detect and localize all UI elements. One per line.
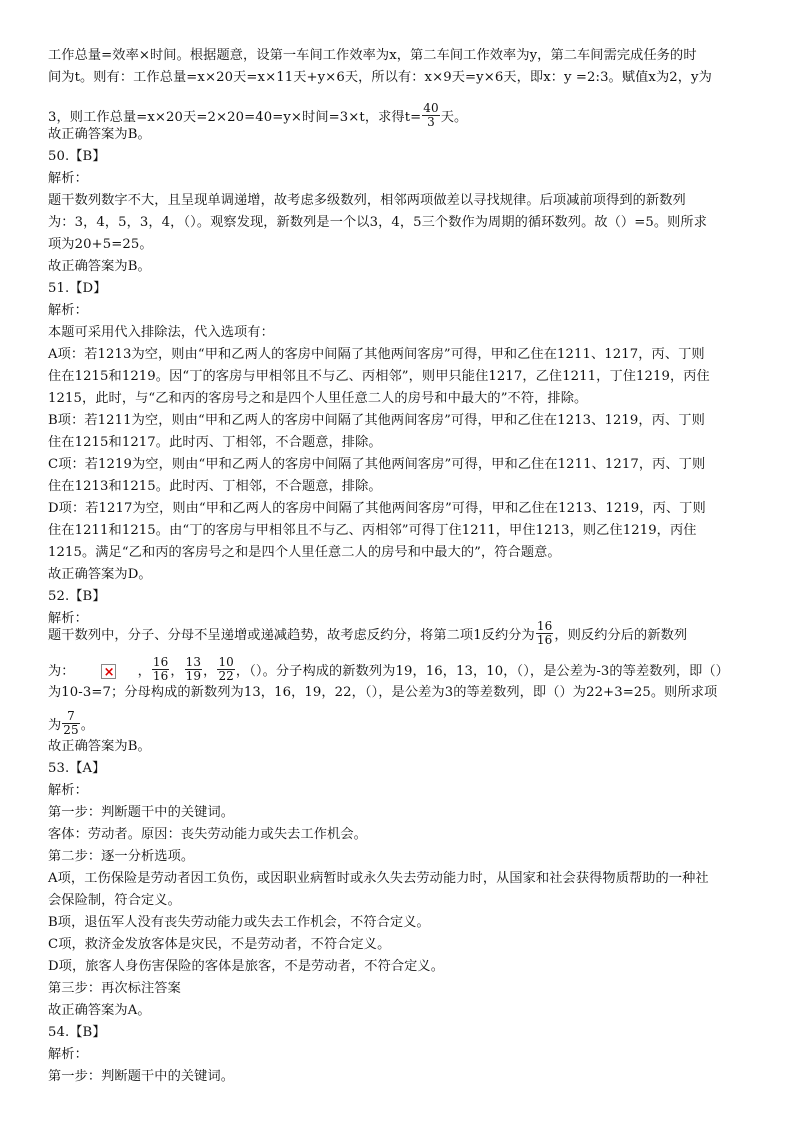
text-line: A项：若1213为空，则由“甲和乙两人的客房中间隔了其他两间客房”可得，甲和乙住在1211、1217，丙、丁则 [48,347,705,362]
text-line: B项，退伍军人没有丧失劳动能力或失去工作机会，不符合定义。 [48,915,430,930]
text-line: 客体：劳动者。原因：丧失劳动能力或失去工作机会。 [48,827,367,842]
text-line: 住在1215和1219。因“丁的客房与甲相邻且不与乙、丙相邻”，则甲只能住1217，乙住1211，丁住1219，丙住 [48,369,710,384]
question-number: 51.【D】 [48,281,107,296]
text-line: 为10-3=7；分母构成的新数列为13，16，19，22，（），是公差为3的等差数列，即（）为22+3=25。则所求项 [48,685,718,700]
text-line: 第一步：判断题干中的关键词。 [48,805,235,820]
fraction-answer: $\frac{7}{25}$ [63,709,79,737]
text-line: 题干数列数字不大，且呈现单调递增，故考虑多级数列，相邻两项做差以寻找规律。后项减前项得到的新数列 [48,193,686,208]
answer-line: 故正确答案为B。 [48,259,151,274]
question-number: 54.【B】 [48,1025,106,1040]
text-line: 3，则工作总量=x×20天=2×20=40=y×时间=3×t，求得t= $\frac{40}{3}$ 天。 [48,101,468,129]
fraction-term-2: $\frac{16}{16}$ [152,655,169,683]
text-line: 本题可采用代入排除法，代入选项有： [48,325,274,340]
answer-line: 故正确答案为B。 [48,739,151,754]
text-line: 第一步：判断题干中的关键词。 [48,1069,235,1084]
text-line: 间为t。则有：工作总量=x×20天=x×11天+y×6天，所以有：x×9天=y×6天，即x：y =2:3。赋值x为2，y为 [48,70,712,85]
text-line: 1215。满足“乙和丙的客房号之和是四个人里任意二人的房号和中最大的”，符合题意。 [48,545,561,560]
fraction-t: $\frac{40}{3}$ [423,101,439,129]
analysis-label: 解析： [48,171,88,186]
text-line: 会保险制，符合定义。 [48,893,181,908]
analysis-label: 解析： [48,611,88,626]
text-line: 为：× ， $\frac{16}{16}$ ， $\frac{13}{19}$ ， $\frac{10}{22}$ ，（）。分子构成的新数列为19，16，13，10，（），是公差为-3的等差数列，即（） [48,656,758,683]
answer-line: 故正确答案为B。 [48,127,151,142]
answer-line: 故正确答案为A。 [48,1003,151,1018]
text-line: A项，工伤保险是劳动者因工负伤，或因职业病暂时或永久失去劳动能力时，从国家和社会获得物质帮助的一种社 [48,871,709,886]
answer-line: 故正确答案为D。 [48,567,152,582]
analysis-label: 解析： [48,783,88,798]
text-line: 题干数列中，分子、分母不呈递增或递减趋势，故考虑反约分，将第二项1反约分为 $\frac{16}{16}$ ，则反约分后的新数列 [48,619,688,647]
text-line: 第二步：逐一分析选项。 [48,849,195,864]
fraction-term-4: $\frac{10}{22}$ [218,655,234,683]
text-line: D项：若1217为空，则由“甲和乙两人的客房中间隔了其他两间客房”可得，甲和乙住在1213、1219，丙、丁则 [48,501,706,516]
text-line: 1215，此时，与“乙和丙的客房号之和是四个人里任意二人的房号和中最大的”不符，排除。 [48,391,588,406]
text-line: 项为20+5=25。 [48,237,153,252]
text-line: 住在1211和1215。由“丁的客房与甲相邻且不与乙、丙相邻”可得丁住1211，甲住1213，则乙住1219，丙住 [48,523,697,538]
broken-image-icon [101,664,116,679]
analysis-label: 解析： [48,1047,88,1062]
text-line: 住在1215和1217。此时丙、丁相邻，不合题意，排除。 [48,435,382,450]
fraction-term-3: $\frac{13}{19}$ [185,655,202,683]
text-line: D项，旅客人身伤害保险的客体是旅客，不是劳动者，不符合定义。 [48,959,445,974]
analysis-label: 解析： [48,303,88,318]
question-number: 53.【A】 [48,761,106,776]
text-line: 住在1213和1215。此时丙、丁相邻，不合题意，排除。 [48,479,382,494]
text-line: 为 $\frac{7}{25}$ 。 [48,709,95,737]
text-line: C项：若1219为空，则由“甲和乙两人的客房中间隔了其他两间客房”可得，甲和乙住在1211、1217，丙、丁则 [48,457,706,472]
text-line: 工作总量=效率×时间。根据题意，设第一车间工作效率为x，第二车间工作效率为y，第二车间需完成任务的时 [48,48,697,63]
question-number: 50.【B】 [48,149,106,164]
text-line: B项：若1211为空，则由“甲和乙两人的客房中间隔了其他两间客房”可得，甲和乙住在1213、1219，丙、丁则 [48,413,705,428]
question-number: 52.【B】 [48,589,106,604]
text-line: C项，救济金发放客体是灾民，不是劳动者，不符合定义。 [48,937,391,952]
text-line: 第三步：再次标注答案 [48,981,181,996]
text-line: 为：3，4，5，3，4，（）。观察发现，新数列是一个以3，4，5三个数作为周期的循环数列。故（）=5。则所求 [48,215,708,230]
fraction-unit: $\frac{16}{16}$ [536,619,553,647]
